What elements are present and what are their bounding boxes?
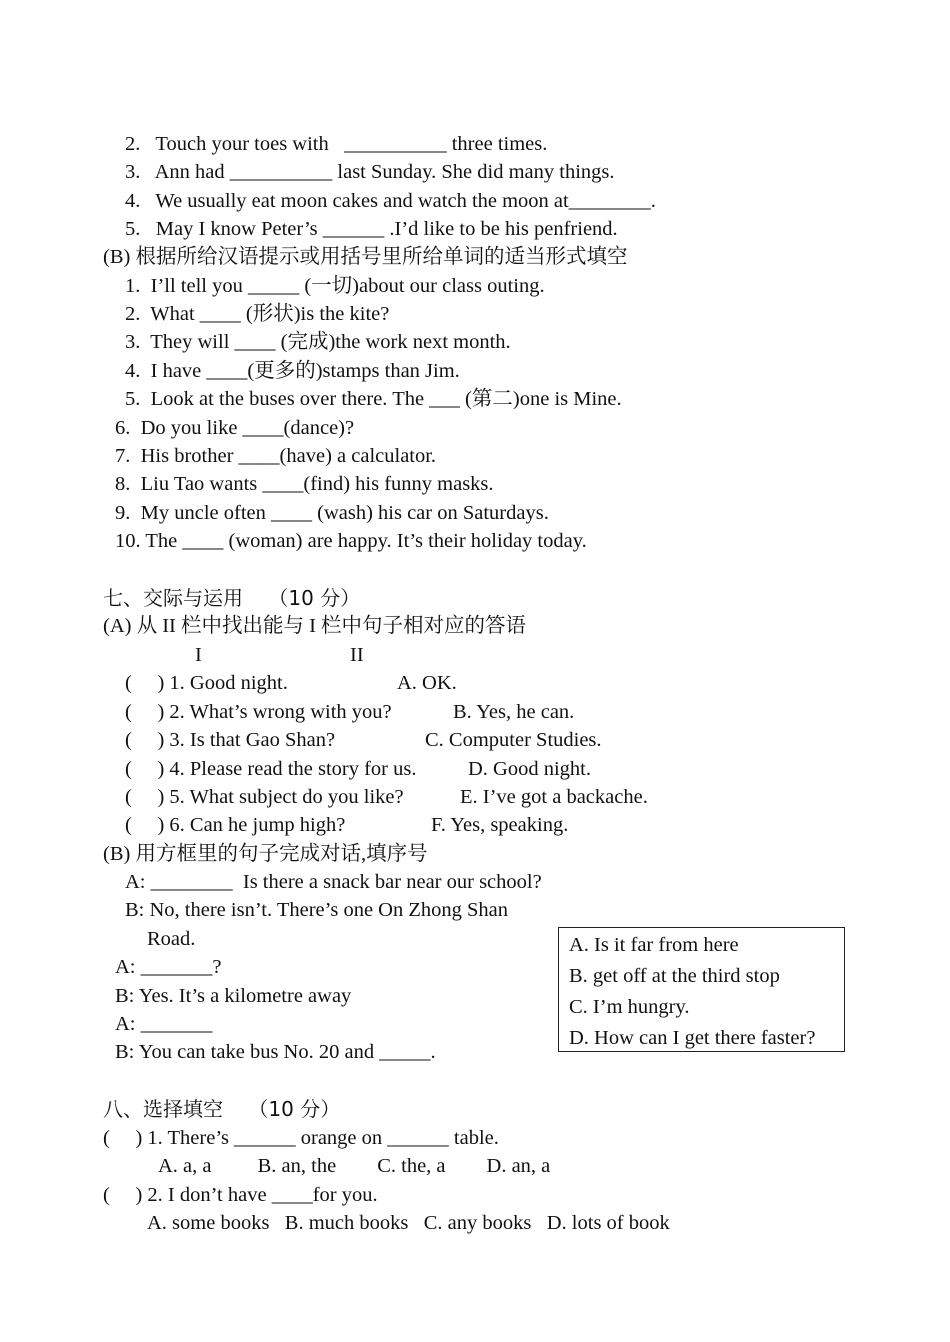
box-option-c: C. I’m hungry.: [569, 996, 690, 1018]
part-b-item-10: 10. The ____ (woman) are happy. It’s their holiday today.: [115, 530, 587, 552]
section-7-title: 七、交际与运用 （10 分）: [103, 586, 361, 610]
match-answer-a: A. OK.: [397, 672, 457, 694]
choice-options-2: A. some books B. much books C. any books D. lots of book: [147, 1212, 670, 1234]
choice-question-1: ( ) 1. There’s ______ orange on ______ table.: [103, 1127, 499, 1149]
fill-item-5: 5. May I know Peter’s ______ .I’d like to be his penfriend.: [125, 218, 618, 240]
column-i-label: I: [195, 644, 202, 666]
part-b-item-8: 8. Liu Tao wants ____(find) his funny masks.: [115, 473, 494, 495]
box-option-d: D. How can I get there faster?: [569, 1027, 816, 1049]
choice-options-1: A. a, a B. an, the C. the, a D. an, a: [158, 1155, 551, 1177]
match-answer-f: F. Yes, speaking.: [431, 814, 569, 836]
part-b-item-1: 1. I’ll tell you _____ (一切)about our class outing.: [125, 275, 545, 297]
column-ii-label: II: [350, 644, 364, 666]
fill-item-4: 4. We usually eat moon cakes and watch the moon at________.: [125, 190, 656, 212]
fill-item-3: 3. Ann had __________ last Sunday. She did many things.: [125, 161, 615, 183]
match-question-3: ( ) 3. Is that Gao Shan?: [125, 729, 336, 751]
section-7-part-a-title: (A) 从 II 栏中找出能与 I 栏中句子相对应的答语: [103, 615, 527, 637]
part-b-item-5: 5. Look at the buses over there. The ___ (第二)one is Mine.: [125, 388, 622, 410]
match-answer-e: E. I’ve got a backache.: [460, 786, 648, 808]
dialogue-line-6: A: _______: [115, 1013, 213, 1035]
fill-item-2: 2. Touch your toes with __________ three times.: [125, 133, 548, 155]
dialogue-line-4: A: _______?: [115, 956, 222, 978]
part-b-item-4: 4. I have ____(更多的)stamps than Jim.: [125, 360, 460, 382]
match-answer-d: D. Good night.: [468, 758, 591, 780]
part-b-item-2: 2. What ____ (形状)is the kite?: [125, 303, 390, 325]
match-answer-c: C. Computer Studies.: [425, 729, 602, 751]
part-b-item-6: 6. Do you like ____(dance)?: [115, 417, 355, 439]
match-question-4: ( ) 4. Please read the story for us.: [125, 758, 417, 780]
answer-options-box: [558, 927, 845, 1052]
part-b-title: (B) 根据所给汉语提示或用括号里所给单词的适当形式填空: [103, 246, 628, 268]
match-answer-b: B. Yes, he can.: [453, 701, 575, 723]
dialogue-line-2: B: No, there isn’t. There’s one On Zhong Shan: [125, 899, 508, 921]
dialogue-line-7: B: You can take bus No. 20 and _____.: [115, 1041, 436, 1063]
dialogue-line-1: A: ________ Is there a snack bar near our school?: [125, 871, 542, 893]
part-b-item-7: 7. His brother ____(have) a calculator.: [115, 445, 437, 467]
dialogue-line-3: Road.: [147, 928, 196, 950]
dialogue-line-5: B: Yes. It’s a kilometre away: [115, 985, 352, 1007]
section-7-part-b-title: (B) 用方框里的句子完成对话,填序号: [103, 843, 428, 865]
part-b-item-3: 3. They will ____ (完成)the work next month.: [125, 331, 511, 353]
box-option-b: B. get off at the third stop: [569, 965, 780, 987]
match-question-2: ( ) 2. What’s wrong with you?: [125, 701, 392, 723]
match-question-5: ( ) 5. What subject do you like?: [125, 786, 404, 808]
box-option-a: A. Is it far from here: [569, 934, 739, 956]
match-question-1: ( ) 1. Good night.: [125, 672, 288, 694]
part-b-item-9: 9. My uncle often ____ (wash) his car on Saturdays.: [115, 502, 549, 524]
section-8-title: 八、选择填空 （10 分）: [103, 1097, 341, 1121]
match-question-6: ( ) 6. Can he jump high?: [125, 814, 346, 836]
choice-question-2: ( ) 2. I don’t have ____for you.: [103, 1184, 378, 1206]
